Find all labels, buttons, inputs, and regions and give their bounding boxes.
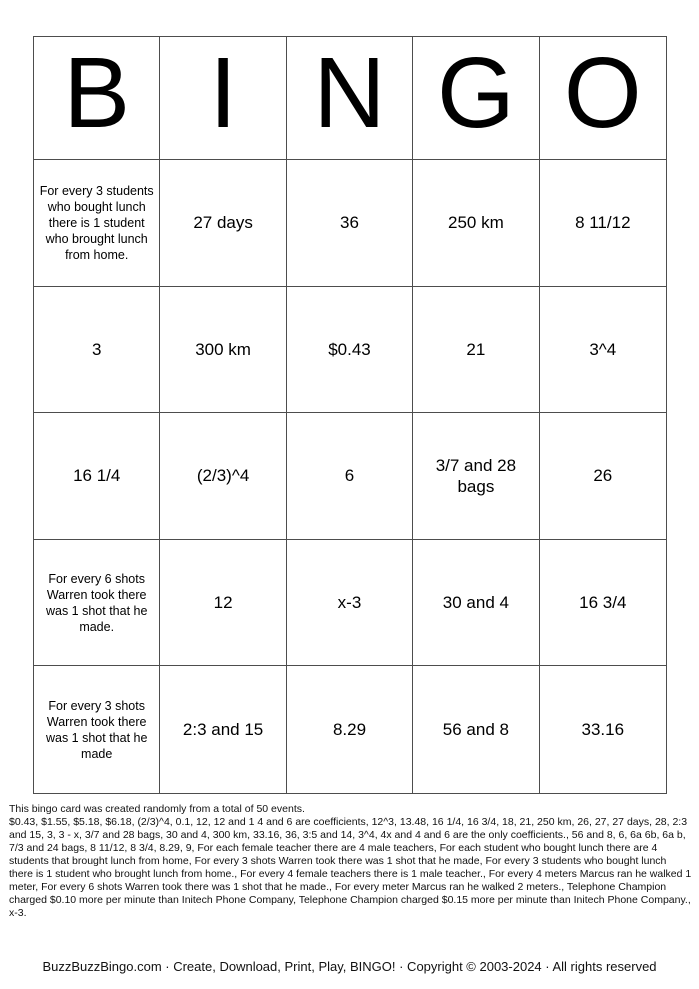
bingo-cell[interactable]: 8 11/12 xyxy=(540,160,666,287)
bingo-cell[interactable]: 300 km xyxy=(160,287,286,414)
bingo-cell[interactable]: 8.29 xyxy=(287,666,413,793)
bingo-cell[interactable]: x-3 xyxy=(287,540,413,667)
bingo-cell[interactable]: $0.43 xyxy=(287,287,413,414)
card-info-line: This bingo card was created randomly from a total of 50 events. xyxy=(9,803,305,815)
bingo-cell[interactable]: 3/7 and 28 bags xyxy=(413,413,539,540)
events-list: $0.43, $1.55, $5.18, $6.18, (2/3)^4, 0.1, 12, 12 and 1 4 and 6 are coefficients, 12^3, 13.48, 16 1/4, 16 3/4, 18, 21, 250 km, 26, 27, 27 days, 28, 2:3 and 15, 3, 3 - x, 3/7 and 28 bags, 30 and 4, 300 km, 33.16, 36, 3:5 and 14, 3^4, 4x and 4 and 6 are the only coefficients., 56 and 8, 6, 6a 6b, 6a b, 7/3 and 24 bags, 8 11/12, 8 3/4, 8.29, 9, For each female teacher there are 4 male teachers, For each student who bought lunch there are 4 students that brought lunch from home, For every 3 shots Warren took there was 1 shot that he made, For every 3 students who bought lunch there is 1 student who brought lunch from home., For every 4 female teachers there is 1 male teacher., For every 4 meters Marcus ran he walked 1 meter, For every 6 shots Warren took there was 1 shot that he made., For every meter Marcus ran he walked 2 meters., Telephone Champion charged $0.10 more per minute than Initech Phone Company, Telephone Champion charged $0.15 more per minute than Initech Phone Company., x-3. xyxy=(9,816,692,919)
bingo-cell[interactable]: 12 xyxy=(160,540,286,667)
bingo-header-letter-g: G xyxy=(413,37,539,160)
bingo-header-letter-b: B xyxy=(34,37,160,160)
bingo-cell[interactable]: 2:3 and 15 xyxy=(160,666,286,793)
bingo-cell[interactable]: For every 3 students who bought lunch there is 1 student who brought lunch from home. xyxy=(34,160,160,287)
bingo-header-letter-n: N xyxy=(287,37,413,160)
bingo-cell[interactable]: 56 and 8 xyxy=(413,666,539,793)
card-fineprint xyxy=(9,803,693,920)
bingo-cell[interactable]: 33.16 xyxy=(540,666,666,793)
bingo-cell[interactable]: 6 xyxy=(287,413,413,540)
bingo-cell[interactable]: 21 xyxy=(413,287,539,414)
bingo-header-letter-i: I xyxy=(160,37,286,160)
bingo-cell[interactable]: 250 km xyxy=(413,160,539,287)
bingo-header-letter-o: O xyxy=(540,37,666,160)
bingo-cell[interactable]: 16 1/4 xyxy=(34,413,160,540)
bingo-cell[interactable]: 27 days xyxy=(160,160,286,287)
bingo-cell[interactable]: For every 3 shots Warren took there was 1 shot that he made xyxy=(34,666,160,793)
bingo-cell[interactable]: 36 xyxy=(287,160,413,287)
bingo-cell[interactable]: For every 6 shots Warren took there was 1 shot that he made. xyxy=(34,540,160,667)
bingo-cell[interactable]: 26 xyxy=(540,413,666,540)
bingo-card xyxy=(33,36,667,794)
bingo-cell[interactable]: 30 and 4 xyxy=(413,540,539,667)
bingo-cell[interactable]: 16 3/4 xyxy=(540,540,666,667)
copyright-line: BuzzBuzzBingo.com · Create, Download, Print, Play, BINGO! · Copyright © 2003-2024 · All rights reserved xyxy=(42,959,657,974)
bingo-cell[interactable]: (2/3)^4 xyxy=(160,413,286,540)
bingo-cell[interactable]: 3 xyxy=(34,287,160,414)
bingo-cell[interactable]: 3^4 xyxy=(540,287,666,414)
